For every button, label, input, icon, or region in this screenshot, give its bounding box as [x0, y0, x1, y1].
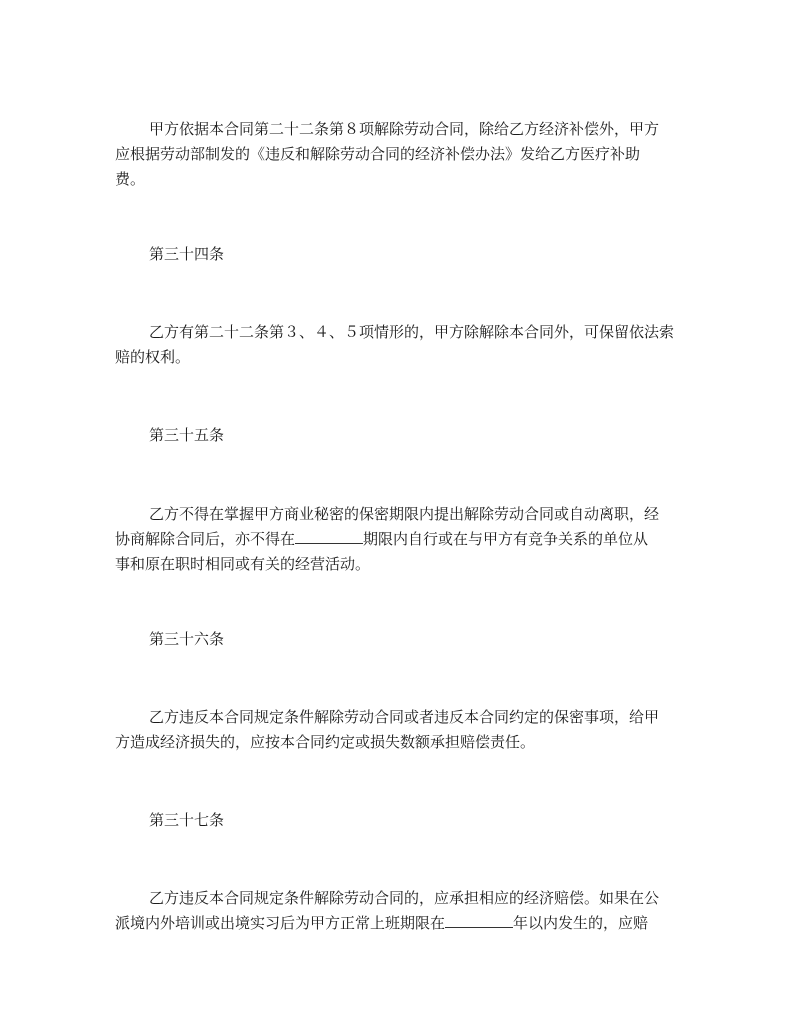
clause-37-heading: 第三十七条 — [149, 811, 225, 829]
paragraph-line — [115, 527, 683, 552]
fill-in-blank — [295, 528, 363, 544]
paragraph-line: 应根据劳动部制发的《违反和解除劳动合同的经济补偿办法》发给乙方医疗补助 — [115, 145, 641, 163]
clause-33-paragraph — [115, 117, 683, 192]
clause-36-paragraph — [115, 705, 683, 755]
fill-in-blank — [445, 912, 513, 928]
paragraph-text: 期限内自行或在与甲方有竞争关系的单位从 — [363, 530, 649, 548]
paragraph-line: 方造成经济损失的，应按本合同约定或损失数额承担赔偿责任。 — [115, 733, 536, 751]
clause-35-paragraph — [115, 502, 683, 577]
clause-37-paragraph — [115, 886, 683, 936]
clause-34-heading: 第三十四条 — [149, 245, 225, 263]
paragraph-line: 事和原在职时相同或有关的经营活动。 — [115, 555, 371, 573]
paragraph-line: 乙方违反本合同规定条件解除劳动合同或者违反本合同约定的保密事项，给甲 — [149, 708, 660, 726]
clause-36-heading: 第三十六条 — [149, 630, 225, 648]
clause-34-paragraph — [115, 320, 683, 370]
paragraph-line: 乙方违反本合同规定条件解除劳动合同的，应承担相应的经济赔偿。如果在公 — [149, 889, 660, 907]
paragraph-line — [115, 911, 683, 936]
paragraph-line: 乙方有第二十二条第３、４、５项情形的，甲方除解除本合同外，可保留依法索 — [149, 323, 675, 341]
paragraph-text: 派境内外培训或出境实习后为甲方正常上班期限在 — [115, 914, 446, 932]
clause-35-heading: 第三十五条 — [149, 426, 225, 444]
paragraph-line: 乙方不得在掌握甲方商业秘密的保密期限内提出解除劳动合同或自动离职，经 — [149, 505, 660, 523]
paragraph-line: 赔的权利。 — [115, 348, 191, 366]
paragraph-line: 甲方依据本合同第二十二条第８项解除劳动合同，除给乙方经济补偿外，甲方 — [149, 120, 660, 138]
paragraph-line: 费。 — [115, 170, 146, 188]
paragraph-text: 协商解除合同后，亦不得在 — [115, 530, 296, 548]
paragraph-text: 年以内发生的，应赔 — [513, 914, 649, 932]
